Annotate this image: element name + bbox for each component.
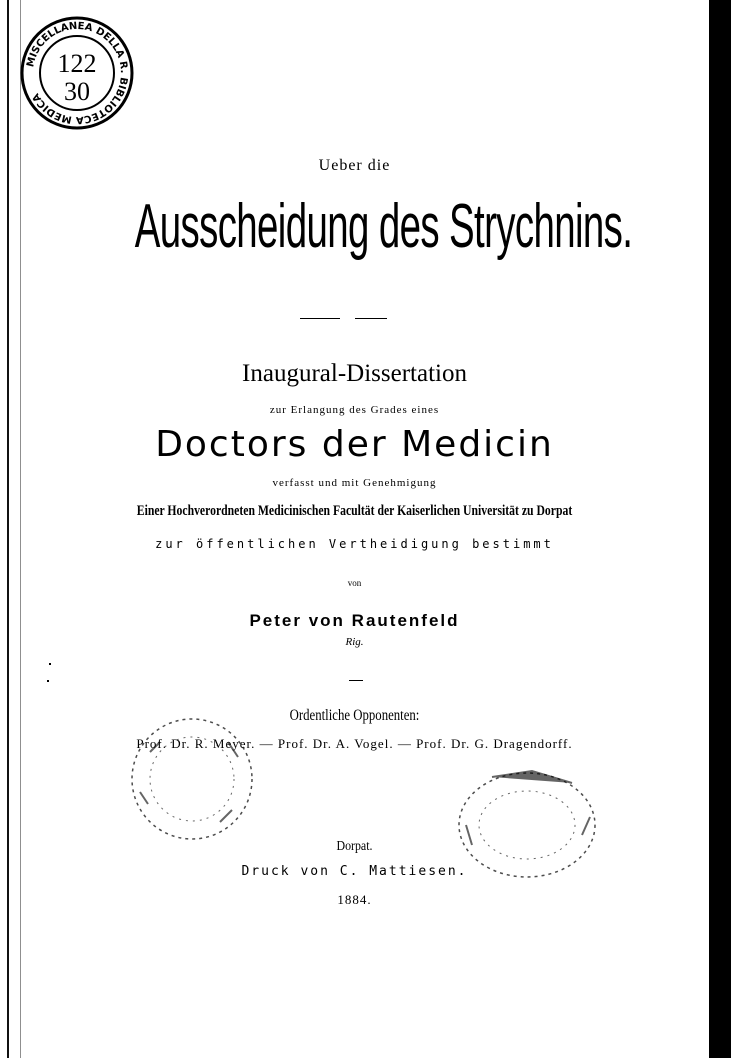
paper-speck [49,663,51,665]
author-origin: Rig. [345,636,364,648]
stamp-ring-text: MISCELLANEA DELLA R. BIBLIOTECA MEDICA [25,20,130,126]
dissertation-heading: Inaugural-Dissertation [242,360,467,387]
purpose-line: zur Erlangung des Grades eines [269,404,440,416]
stamp-number-bottom: 30 [64,77,90,106]
by-line: von [347,578,362,588]
year: 1884. [337,892,372,907]
opponents-list: Prof. Dr. R. Meyer. — Prof. Dr. A. Vogel. — Prof. Dr. G. Dragendorff. [136,736,573,751]
faint-stamp-left [120,712,265,847]
paper-speck [47,680,49,682]
defence-line: zur öffentlichen Vertheidigung bestimmt [155,537,554,551]
divider-rule [300,318,340,319]
stamp-number-top: 122 [57,49,97,78]
main-title: Ausscheidung des Strychnins. [134,192,633,261]
page-edge-right [709,0,731,1058]
printer: Druck von C. Mattiesen. [241,864,468,879]
divider-rule [355,318,387,319]
permission-line: verfasst und mit Genehmigung [272,477,437,489]
pre-title: Ueber die [318,157,391,174]
library-stamp [15,16,139,130]
city: Dorpat. [336,839,373,854]
author-name: Peter von Rautenfeld [249,611,460,630]
divider-rule [349,680,363,681]
opponents-heading: Ordentliche Opponenten: [289,707,420,724]
degree-title: Doctors der Medicin [155,424,554,465]
faculty-line: Einer Hochverordneten Medicinischen Facultät der Kaiserlichen Universität zu Dorpat [136,503,573,519]
